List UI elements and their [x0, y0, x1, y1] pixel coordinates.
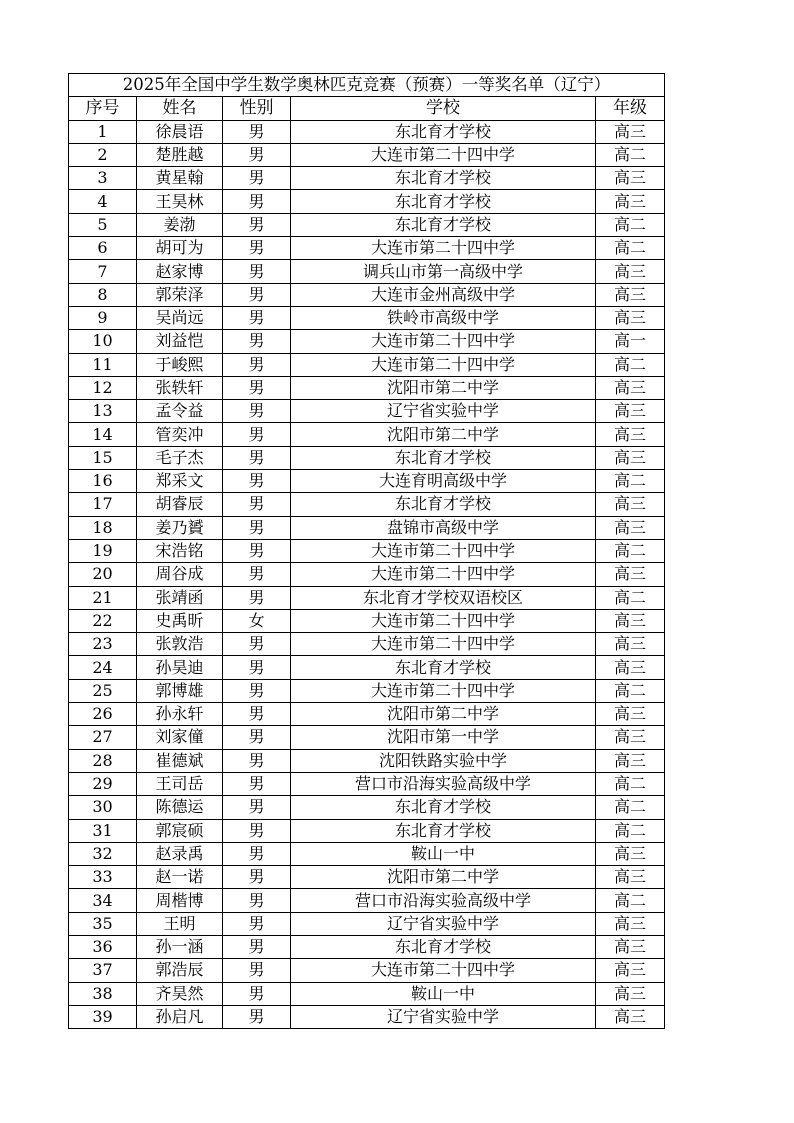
cell-gender: 男	[223, 1005, 291, 1028]
cell-no: 26	[69, 703, 137, 726]
table-row	[69, 726, 665, 749]
cell-grade: 高三	[596, 167, 665, 190]
cell-name: 姜渤	[137, 213, 223, 236]
table-row	[69, 516, 665, 539]
cell-school: 调兵山市第一高级中学	[291, 260, 596, 283]
table-row	[69, 819, 665, 842]
header-name: 姓名	[137, 97, 223, 120]
cell-no: 12	[69, 376, 137, 399]
table-row	[69, 283, 665, 306]
table-row	[69, 1005, 665, 1028]
cell-grade: 高三	[596, 726, 665, 749]
cell-school: 鞍山一中	[291, 982, 596, 1005]
cell-no: 22	[69, 609, 137, 632]
cell-gender: 男	[223, 959, 291, 982]
cell-school: 大连市第二十四中学	[291, 679, 596, 702]
cell-name: 郭博雄	[137, 679, 223, 702]
cell-name: 陈德运	[137, 796, 223, 819]
cell-no: 21	[69, 586, 137, 609]
cell-name: 王明	[137, 912, 223, 935]
cell-grade: 高三	[596, 866, 665, 889]
table-row	[69, 889, 665, 912]
cell-gender: 男	[223, 749, 291, 772]
table-row	[69, 749, 665, 772]
cell-grade: 高二	[596, 470, 665, 493]
header-gender: 性别	[223, 97, 291, 120]
cell-school: 沈阳市第二中学	[291, 423, 596, 446]
header-no: 序号	[69, 97, 137, 120]
cell-name: 刘益恺	[137, 330, 223, 353]
cell-no: 4	[69, 190, 137, 213]
cell-no: 37	[69, 959, 137, 982]
table-row	[69, 400, 665, 423]
cell-gender: 男	[223, 819, 291, 842]
cell-no: 27	[69, 726, 137, 749]
cell-no: 10	[69, 330, 137, 353]
cell-name: 孙启凡	[137, 1005, 223, 1028]
cell-no: 23	[69, 633, 137, 656]
cell-no: 1	[69, 120, 137, 143]
cell-name: 楚胜越	[137, 143, 223, 166]
cell-grade: 高三	[596, 982, 665, 1005]
cell-grade: 高三	[596, 190, 665, 213]
cell-gender: 女	[223, 609, 291, 632]
cell-name: 张敦浩	[137, 633, 223, 656]
cell-school: 大连市金州高级中学	[291, 283, 596, 306]
cell-grade: 高二	[596, 819, 665, 842]
table-row	[69, 470, 665, 493]
cell-no: 16	[69, 470, 137, 493]
cell-name: 崔德斌	[137, 749, 223, 772]
cell-no: 9	[69, 306, 137, 329]
cell-school: 沈阳市第二中学	[291, 703, 596, 726]
cell-no: 28	[69, 749, 137, 772]
cell-grade: 高三	[596, 306, 665, 329]
cell-no: 25	[69, 679, 137, 702]
cell-gender: 男	[223, 306, 291, 329]
cell-name: 孙永轩	[137, 703, 223, 726]
cell-name: 孙昊迪	[137, 656, 223, 679]
cell-gender: 男	[223, 866, 291, 889]
table-row	[69, 213, 665, 236]
cell-grade: 高三	[596, 400, 665, 423]
table-row	[69, 866, 665, 889]
table-row	[69, 982, 665, 1005]
cell-grade: 高三	[596, 609, 665, 632]
table-row	[69, 609, 665, 632]
cell-gender: 男	[223, 726, 291, 749]
cell-gender: 男	[223, 796, 291, 819]
cell-name: 管奕冲	[137, 423, 223, 446]
table-row	[69, 120, 665, 143]
cell-grade: 高二	[596, 889, 665, 912]
table-row	[69, 772, 665, 795]
cell-grade: 高二	[596, 213, 665, 236]
cell-grade: 高二	[596, 772, 665, 795]
table-row	[69, 143, 665, 166]
cell-gender: 男	[223, 842, 291, 865]
cell-no: 7	[69, 260, 137, 283]
table-row	[69, 493, 665, 516]
cell-grade: 高三	[596, 935, 665, 958]
cell-grade: 高一	[596, 330, 665, 353]
header-school: 学校	[291, 97, 596, 120]
cell-gender: 男	[223, 330, 291, 353]
table-row	[69, 842, 665, 865]
cell-no: 24	[69, 656, 137, 679]
cell-no: 15	[69, 446, 137, 469]
cell-no: 8	[69, 283, 137, 306]
cell-gender: 男	[223, 283, 291, 306]
cell-no: 18	[69, 516, 137, 539]
cell-no: 32	[69, 842, 137, 865]
cell-name: 齐昊然	[137, 982, 223, 1005]
cell-name: 史禹昕	[137, 609, 223, 632]
cell-name: 郭宸硕	[137, 819, 223, 842]
cell-grade: 高二	[596, 539, 665, 562]
cell-name: 刘家僮	[137, 726, 223, 749]
cell-grade: 高二	[596, 796, 665, 819]
cell-gender: 男	[223, 539, 291, 562]
cell-no: 31	[69, 819, 137, 842]
cell-grade: 高三	[596, 842, 665, 865]
cell-gender: 男	[223, 190, 291, 213]
cell-no: 14	[69, 423, 137, 446]
table-row	[69, 539, 665, 562]
cell-gender: 男	[223, 353, 291, 376]
cell-grade: 高三	[596, 959, 665, 982]
cell-grade: 高三	[596, 656, 665, 679]
cell-grade: 高二	[596, 353, 665, 376]
cell-school: 东北育才学校	[291, 190, 596, 213]
table-row	[69, 633, 665, 656]
cell-gender: 男	[223, 772, 291, 795]
cell-name: 郑采文	[137, 470, 223, 493]
cell-gender: 男	[223, 889, 291, 912]
cell-no: 13	[69, 400, 137, 423]
cell-school: 辽宁省实验中学	[291, 400, 596, 423]
cell-no: 6	[69, 237, 137, 260]
cell-gender: 男	[223, 563, 291, 586]
cell-school: 沈阳市第二中学	[291, 866, 596, 889]
cell-name: 吴尚远	[137, 306, 223, 329]
cell-school: 营口市沿海实验高级中学	[291, 772, 596, 795]
cell-name: 张轶轩	[137, 376, 223, 399]
table-body	[69, 120, 665, 1029]
cell-school: 沈阳市第一中学	[291, 726, 596, 749]
cell-school: 东北育才学校	[291, 656, 596, 679]
cell-name: 王司岳	[137, 772, 223, 795]
cell-grade: 高三	[596, 633, 665, 656]
cell-grade: 高三	[596, 1005, 665, 1028]
title-row	[69, 74, 665, 97]
cell-name: 孙一涵	[137, 935, 223, 958]
cell-gender: 男	[223, 376, 291, 399]
cell-gender: 男	[223, 120, 291, 143]
cell-gender: 男	[223, 446, 291, 469]
cell-gender: 男	[223, 493, 291, 516]
cell-no: 35	[69, 912, 137, 935]
cell-school: 大连市第二十四中学	[291, 563, 596, 586]
cell-school: 大连市第二十四中学	[291, 143, 596, 166]
cell-school: 东北育才学校双语校区	[291, 586, 596, 609]
table-row	[69, 353, 665, 376]
table-row	[69, 167, 665, 190]
cell-grade: 高三	[596, 423, 665, 446]
cell-school: 鞍山一中	[291, 842, 596, 865]
cell-name: 黄星翰	[137, 167, 223, 190]
cell-school: 营口市沿海实验高级中学	[291, 889, 596, 912]
cell-school: 东北育才学校	[291, 493, 596, 516]
cell-grade: 高三	[596, 376, 665, 399]
cell-no: 5	[69, 213, 137, 236]
cell-name: 胡睿辰	[137, 493, 223, 516]
cell-school: 大连市第二十四中学	[291, 539, 596, 562]
table-row	[69, 703, 665, 726]
cell-no: 38	[69, 982, 137, 1005]
cell-gender: 男	[223, 912, 291, 935]
cell-no: 17	[69, 493, 137, 516]
award-list-table	[68, 73, 665, 1029]
cell-name: 胡可为	[137, 237, 223, 260]
cell-no: 30	[69, 796, 137, 819]
cell-grade: 高三	[596, 120, 665, 143]
table-row	[69, 796, 665, 819]
cell-no: 3	[69, 167, 137, 190]
cell-no: 11	[69, 353, 137, 376]
cell-gender: 男	[223, 703, 291, 726]
cell-gender: 男	[223, 586, 291, 609]
cell-no: 20	[69, 563, 137, 586]
cell-grade: 高三	[596, 703, 665, 726]
cell-no: 39	[69, 1005, 137, 1028]
cell-grade: 高三	[596, 493, 665, 516]
cell-name: 周谷成	[137, 563, 223, 586]
cell-name: 郭荣泽	[137, 283, 223, 306]
table-row	[69, 260, 665, 283]
cell-gender: 男	[223, 260, 291, 283]
cell-school: 东北育才学校	[291, 935, 596, 958]
cell-gender: 男	[223, 400, 291, 423]
cell-gender: 男	[223, 982, 291, 1005]
cell-no: 19	[69, 539, 137, 562]
table-row	[69, 679, 665, 702]
cell-grade: 高二	[596, 143, 665, 166]
cell-grade: 高二	[596, 679, 665, 702]
cell-name: 赵录禹	[137, 842, 223, 865]
cell-grade: 高三	[596, 563, 665, 586]
cell-grade: 高三	[596, 446, 665, 469]
cell-name: 周楷博	[137, 889, 223, 912]
table-row	[69, 237, 665, 260]
cell-school: 大连市第二十四中学	[291, 609, 596, 632]
cell-gender: 男	[223, 470, 291, 493]
cell-school: 大连市第二十四中学	[291, 237, 596, 260]
cell-grade: 高三	[596, 749, 665, 772]
cell-school: 大连市第二十四中学	[291, 959, 596, 982]
cell-school: 大连市第二十四中学	[291, 353, 596, 376]
cell-school: 东北育才学校	[291, 213, 596, 236]
table-row	[69, 330, 665, 353]
cell-gender: 男	[223, 143, 291, 166]
table-row	[69, 959, 665, 982]
table-row	[69, 423, 665, 446]
table-row	[69, 935, 665, 958]
cell-name: 宋浩铭	[137, 539, 223, 562]
cell-no: 29	[69, 772, 137, 795]
cell-gender: 男	[223, 679, 291, 702]
cell-grade: 高三	[596, 912, 665, 935]
cell-gender: 男	[223, 237, 291, 260]
cell-school: 盘锦市高级中学	[291, 516, 596, 539]
cell-school: 大连育明高级中学	[291, 470, 596, 493]
table-row	[69, 656, 665, 679]
cell-no: 33	[69, 866, 137, 889]
table-row	[69, 306, 665, 329]
cell-grade: 高二	[596, 586, 665, 609]
cell-name: 毛子杰	[137, 446, 223, 469]
table-row	[69, 563, 665, 586]
cell-school: 辽宁省实验中学	[291, 1005, 596, 1028]
cell-name: 张靖函	[137, 586, 223, 609]
cell-school: 东北育才学校	[291, 167, 596, 190]
table-title: 2025年全国中学生数学奥林匹克竞赛（预赛）一等奖名单（辽宁）	[69, 74, 665, 97]
cell-gender: 男	[223, 423, 291, 446]
cell-name: 姜乃贇	[137, 516, 223, 539]
table-row	[69, 912, 665, 935]
cell-grade: 高三	[596, 516, 665, 539]
cell-gender: 男	[223, 213, 291, 236]
cell-name: 郭浩辰	[137, 959, 223, 982]
cell-gender: 男	[223, 167, 291, 190]
cell-name: 于峻熙	[137, 353, 223, 376]
cell-gender: 男	[223, 656, 291, 679]
table-row	[69, 586, 665, 609]
cell-school: 铁岭市高级中学	[291, 306, 596, 329]
cell-name: 赵一诺	[137, 866, 223, 889]
cell-no: 2	[69, 143, 137, 166]
cell-grade: 高二	[596, 237, 665, 260]
cell-school: 东北育才学校	[291, 819, 596, 842]
cell-gender: 男	[223, 633, 291, 656]
cell-no: 36	[69, 935, 137, 958]
cell-school: 大连市第二十四中学	[291, 330, 596, 353]
cell-grade: 高三	[596, 283, 665, 306]
cell-no: 34	[69, 889, 137, 912]
cell-gender: 男	[223, 935, 291, 958]
cell-name: 王昊林	[137, 190, 223, 213]
cell-name: 徐晨语	[137, 120, 223, 143]
table-row	[69, 376, 665, 399]
cell-school: 大连市第二十四中学	[291, 633, 596, 656]
cell-school: 辽宁省实验中学	[291, 912, 596, 935]
cell-name: 孟令益	[137, 400, 223, 423]
cell-name: 赵家博	[137, 260, 223, 283]
header-row	[69, 97, 665, 120]
table-row	[69, 446, 665, 469]
table-row	[69, 190, 665, 213]
cell-grade: 高三	[596, 260, 665, 283]
cell-school: 东北育才学校	[291, 446, 596, 469]
cell-gender: 男	[223, 516, 291, 539]
cell-school: 东北育才学校	[291, 796, 596, 819]
cell-school: 沈阳铁路实验中学	[291, 749, 596, 772]
header-grade: 年级	[596, 97, 665, 120]
cell-school: 沈阳市第二中学	[291, 376, 596, 399]
cell-school: 东北育才学校	[291, 120, 596, 143]
